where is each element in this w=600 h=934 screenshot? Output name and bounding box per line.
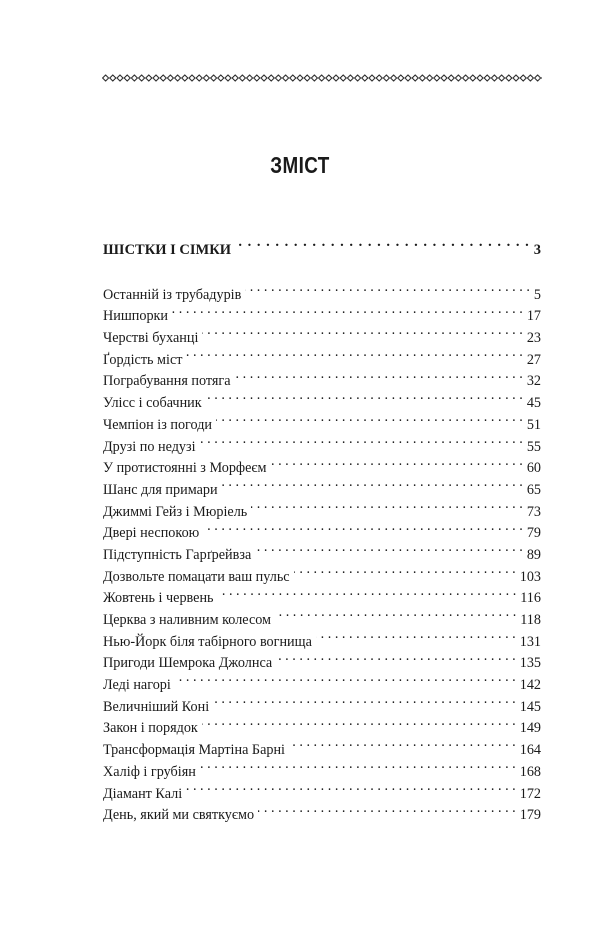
entry-title: Шанс для примари xyxy=(103,481,218,498)
entry-title: Друзі по недузі xyxy=(103,438,196,455)
dot-leader xyxy=(270,451,522,473)
entry-page-number: 17 xyxy=(526,308,541,325)
dot-leader xyxy=(216,407,523,429)
entry-page-number: 179 xyxy=(519,807,541,824)
dot-leader xyxy=(202,711,516,733)
entry-page-number: 51 xyxy=(526,416,541,433)
entry-page-number: 131 xyxy=(519,633,541,650)
entry-title: Халіф і грубіян xyxy=(103,763,196,780)
entry-title: Останній із трубадурів xyxy=(103,286,242,303)
dot-leader xyxy=(245,277,530,299)
entry-page-number: 164 xyxy=(519,742,541,759)
dot-leader xyxy=(186,776,516,798)
dot-leader xyxy=(206,385,523,407)
dot-leader xyxy=(258,798,516,820)
entry-page-number: 168 xyxy=(519,763,541,780)
dot-leader xyxy=(202,320,522,342)
entry-title: Ґордість міст xyxy=(103,351,183,368)
entry-title: Леді нагорі xyxy=(103,677,171,694)
entry-title: Закон і порядок xyxy=(103,720,198,737)
dot-leader xyxy=(289,732,516,754)
entry-title: Величніший Коні xyxy=(103,698,210,715)
dot-leader xyxy=(251,494,523,516)
entry-title: День, який ми святкуємо xyxy=(103,807,255,824)
entry-title: Черстві буханці xyxy=(103,330,199,347)
entry-page-number: 32 xyxy=(526,373,541,390)
entry-page-number: 45 xyxy=(526,395,541,412)
entry-page-number: 118 xyxy=(520,612,541,628)
dot-leader xyxy=(275,602,516,624)
entry-title: Чемпіон із погоди xyxy=(103,416,213,433)
dot-leader xyxy=(316,624,516,646)
entry-title: Трансформація Мартіна Барні xyxy=(103,742,285,759)
dot-leader xyxy=(218,581,517,603)
entry-page-number: 79 xyxy=(526,525,541,542)
toc-section-heading xyxy=(103,232,541,258)
entry-title: Діамант Калі xyxy=(103,785,183,802)
dot-leader xyxy=(222,472,523,494)
page-title: ЗМІСТ xyxy=(270,152,330,178)
entry-page-number: 5 xyxy=(533,286,541,303)
entry-page-number: 60 xyxy=(526,460,541,477)
entry-page-number: 27 xyxy=(526,351,541,368)
dot-leader xyxy=(255,537,523,559)
entry-page-number: 103 xyxy=(519,568,541,585)
entry-page-number: 23 xyxy=(526,330,541,347)
dot-leader xyxy=(213,689,516,711)
section-label: ШІСТКИ І СІМКИ xyxy=(103,241,231,258)
dot-leader xyxy=(175,667,516,689)
toc-list xyxy=(103,277,541,824)
dot-leader xyxy=(203,516,523,538)
entry-title: У протистоянні з Морфеєм xyxy=(103,460,267,477)
entry-title: Пограбування потяга xyxy=(103,373,231,390)
entry-page-number: 149 xyxy=(519,720,541,737)
decorative-diamond-border xyxy=(102,73,542,83)
entry-page-number: 65 xyxy=(526,481,541,498)
entry-title: Нишпорки xyxy=(103,308,169,325)
entry-page-number: 55 xyxy=(526,438,541,455)
dot-leader xyxy=(172,299,523,321)
entry-title: Улісс і собачник xyxy=(103,395,202,412)
entry-title: Пригоди Шемрока Джолнса xyxy=(103,655,273,672)
entry-page-number: 116 xyxy=(520,590,541,607)
dot-leader xyxy=(235,232,530,254)
entry-page-number: 142 xyxy=(519,677,541,694)
dot-leader xyxy=(276,646,516,668)
entry-title: Жовтень і червень xyxy=(103,590,214,607)
entry-title: Двері неспокою xyxy=(103,525,200,542)
entry-title: Церква з наливним колесом xyxy=(103,612,272,628)
toc-section-entry[interactable] xyxy=(103,232,541,258)
dot-leader xyxy=(200,429,523,451)
entry-title: Джиммі Гейз і Мюріель xyxy=(103,503,248,520)
dot-leader xyxy=(186,342,522,364)
entry-page-number: 135 xyxy=(519,655,541,672)
entry-page-number: 89 xyxy=(526,546,541,563)
section-page-number: 3 xyxy=(533,241,541,258)
entry-title: Нью-Йорк біля табірного вогнища xyxy=(103,633,312,650)
entry-page-number: 145 xyxy=(519,698,541,715)
entry-title: Дозвольте помацати ваш пульс xyxy=(103,568,290,585)
dot-leader xyxy=(235,364,523,386)
dot-leader xyxy=(200,754,516,776)
entry-page-number: 172 xyxy=(519,785,541,802)
entry-page-number: 73 xyxy=(526,503,541,520)
dot-leader xyxy=(294,559,516,581)
entry-title: Підступність Гарґрейвза xyxy=(103,546,252,563)
toc-entry[interactable] xyxy=(103,277,541,303)
